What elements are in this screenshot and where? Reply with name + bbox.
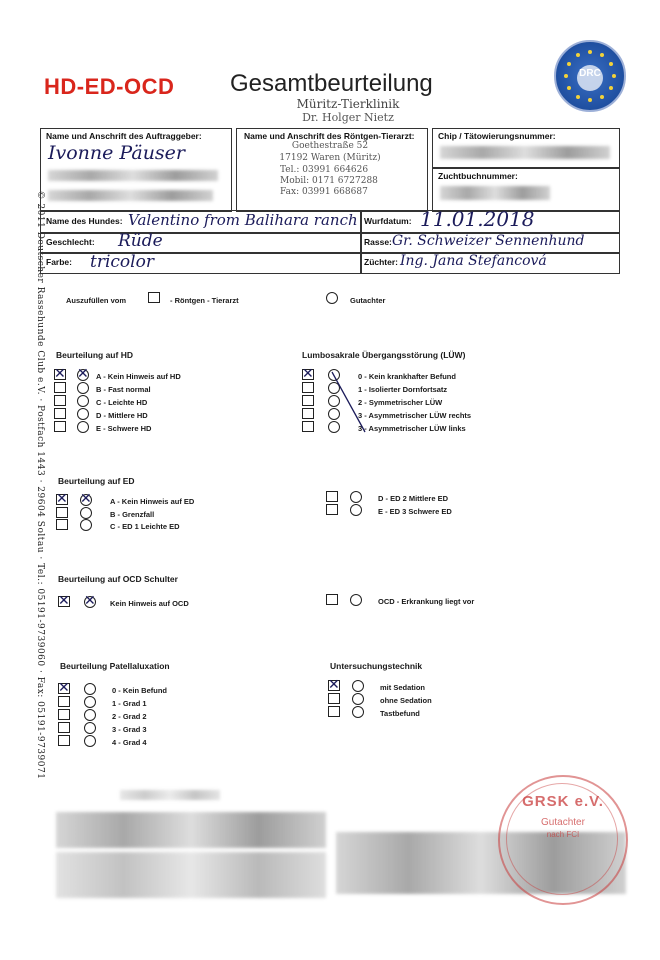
clinic-fax: Fax: 03991 668687	[280, 187, 368, 197]
zuchtbuch-label: Zuchtbuchnummer:	[438, 171, 518, 181]
patella-2-circle[interactable]	[84, 709, 96, 721]
ed-d-square[interactable]	[326, 491, 338, 502]
ed-e-circle[interactable]	[350, 504, 362, 516]
hd-a-gutachter-mark: ✕	[77, 366, 89, 382]
technik-option: Tastbefund	[380, 709, 420, 718]
luew-2-square[interactable]	[302, 395, 314, 406]
legend-square	[148, 292, 160, 303]
patella-1-square[interactable]	[58, 696, 70, 707]
technik-option: ohne Sedation	[380, 696, 432, 705]
hd-option: A - Kein Hinweis auf HD	[96, 372, 181, 381]
ed-title: Beurteilung auf ED	[58, 476, 135, 486]
rasse-label: Rasse:	[364, 237, 392, 247]
technik-sedation-check-mark: ✕	[328, 677, 340, 693]
patella-option: 4 - Grad 4	[112, 738, 147, 747]
technik-title: Untersuchungstechnik	[330, 661, 423, 671]
luew-option: 0 - Kein krankhafter Befund	[358, 372, 456, 381]
ocd-yes-circle[interactable]	[350, 594, 362, 606]
ocd-yes-square[interactable]	[326, 594, 338, 605]
patella-0-check-mark: ✕	[58, 680, 70, 696]
redacted-signature-area-left	[56, 812, 326, 848]
technik-ohne-square[interactable]	[328, 693, 340, 704]
redacted-zuchtbuch	[440, 186, 550, 200]
ocd-option-right: OCD - Erkrankung liegt vor	[378, 597, 475, 606]
hd-e-square[interactable]	[54, 421, 66, 432]
luew-option: 3 - Asymmetrischer LÜW links	[358, 424, 466, 433]
auftraggeber-label: Name und Anschrift des Auftraggeber:	[46, 131, 202, 141]
ed-c-circle[interactable]	[80, 519, 92, 531]
technik-option: mit Sedation	[380, 683, 426, 692]
grsk-stamp: GRSK e.V. Gutachter nach FCI	[498, 775, 628, 905]
chip-label: Chip / Tätowierungsnummer:	[438, 131, 556, 141]
ocd-none-gutachter-mark: ✕	[84, 593, 96, 609]
redacted-signature-left	[56, 852, 326, 898]
legend-circle	[326, 292, 338, 304]
luew-3r-square[interactable]	[302, 408, 314, 419]
side-footer-text: © 2011 Deutscher Rassehunde Club e.V. · Postfach 1443 · 29604 Soltau · Tel.: 05191-9739060 · Fax: 05191-9739071	[35, 190, 45, 780]
patella-option: 3 - Grad 3	[112, 725, 147, 734]
hd-d-circle[interactable]	[77, 408, 89, 420]
ed-c-square[interactable]	[56, 519, 68, 530]
ed-option: E - ED 3 Schwere ED	[378, 507, 452, 516]
ed-b-circle[interactable]	[80, 507, 92, 519]
hd-option: B - Fast normal	[96, 385, 151, 394]
technik-tast-circle[interactable]	[352, 706, 364, 718]
form-type-title: HD-ED-OCD	[44, 74, 175, 99]
wurfdatum-label: Wurfdatum:	[364, 216, 412, 226]
patella-3-circle[interactable]	[84, 722, 96, 734]
legend-roentgen: - Röntgen - Tierarzt	[170, 296, 239, 305]
hd-option: E - Schwere HD	[96, 424, 152, 433]
ed-d-circle[interactable]	[350, 491, 362, 503]
patella-option: 0 - Kein Befund	[112, 686, 168, 695]
ocd-title: Beurteilung auf OCD Schulter	[58, 574, 178, 584]
luew-3l-square[interactable]	[302, 421, 314, 432]
farbe-label: Farbe:	[46, 257, 72, 267]
wurfdatum-value: 11.01.2018	[420, 207, 535, 231]
hd-title: Beurteilung auf HD	[56, 350, 133, 360]
technik-ohne-circle[interactable]	[352, 693, 364, 705]
hd-option: C - Leichte HD	[96, 398, 148, 407]
patella-0-circle[interactable]	[84, 683, 96, 695]
form-title: Gesamtbeurteilung	[230, 70, 433, 97]
rasse-value: Gr. Schweizer Sennenhund	[392, 233, 585, 249]
luew-0-check-mark: ✕	[302, 366, 314, 382]
ed-option: A - Kein Hinweis auf ED	[110, 497, 195, 506]
clinic-tel: Tel.: 03991 664626	[280, 165, 369, 175]
legend-prefix: Auszufüllen vom	[66, 296, 127, 305]
auftraggeber-value: Ivonne Päuser	[48, 142, 186, 164]
hund-value: Valentino from Balihara ranch	[128, 211, 358, 229]
ed-b-square[interactable]	[56, 507, 68, 518]
patella-title: Beurteilung Patellaluxation	[60, 661, 170, 671]
redacted-address-1	[48, 170, 218, 181]
patella-3-square[interactable]	[58, 722, 70, 733]
luew-gutachter-strike	[330, 370, 370, 440]
redacted-chip	[440, 146, 610, 159]
hd-d-square[interactable]	[54, 408, 66, 419]
clinic-city: 17192 Waren (Müritz)	[279, 153, 381, 163]
patella-4-square[interactable]	[58, 735, 70, 746]
ed-e-square[interactable]	[326, 504, 338, 515]
ed-option: D - ED 2 Mittlere ED	[378, 494, 449, 503]
ed-a-check-mark: ✕	[56, 491, 68, 507]
redacted-address-2	[48, 190, 213, 201]
clinic-street: Goethestraße 52	[291, 141, 369, 151]
drc-logo: DRC	[554, 40, 626, 112]
luew-option: 2 - Symmetrischer LÜW	[358, 398, 443, 407]
ocd-none-check-mark: ✕	[58, 593, 70, 609]
farbe-box	[40, 252, 362, 274]
patella-option: 1 - Grad 1	[112, 699, 147, 708]
ed-option: B - Grenzfall	[110, 510, 155, 519]
technik-sedation-circle[interactable]	[352, 680, 364, 692]
luew-1-square[interactable]	[302, 382, 314, 393]
geschlecht-value: Rüde	[118, 231, 163, 251]
patella-4-circle[interactable]	[84, 735, 96, 747]
ed-option: C - ED 1 Leichte ED	[110, 522, 180, 531]
legend-gutachter: Gutachter	[350, 296, 386, 305]
luew-title: Lumbosakrale Übergangsstörung (LÜW)	[302, 350, 466, 360]
clinic-mobil: Mobil: 0171 6727288	[280, 176, 378, 186]
hd-b-circle[interactable]	[77, 382, 89, 394]
hd-b-square[interactable]	[54, 382, 66, 393]
redacted-heading	[120, 790, 220, 800]
vet-name: Dr. Holger Nietz	[302, 111, 394, 124]
hd-option: D - Mittlere HD	[96, 411, 148, 420]
hd-c-circle[interactable]	[77, 395, 89, 407]
luew-option: 1 - Isolierter Dornfortsatz	[358, 385, 448, 394]
geschlecht-label: Geschlecht:	[46, 237, 95, 247]
zuechter-value: Ing. Jana Stefancová	[400, 253, 547, 269]
hd-e-circle[interactable]	[77, 421, 89, 433]
patella-1-circle[interactable]	[84, 696, 96, 708]
luew-option: 3 - Asymmetrischer LÜW rechts	[358, 411, 472, 420]
hund-label: Name des Hundes:	[46, 216, 123, 226]
zuechter-label: Züchter:	[364, 257, 398, 267]
patella-option: 2 - Grad 2	[112, 712, 147, 721]
ed-a-gutachter-mark: ✕	[80, 491, 92, 507]
hd-a-check-mark: ✕	[54, 366, 66, 382]
technik-tast-square[interactable]	[328, 706, 340, 717]
hd-c-square[interactable]	[54, 395, 66, 406]
farbe-value: tricolor	[90, 252, 154, 272]
clinic-name: Müritz-Tierklinik	[296, 97, 400, 111]
ocd-option: Kein Hinweis auf OCD	[110, 599, 189, 608]
patella-2-square[interactable]	[58, 709, 70, 720]
tierarzt-label: Name und Anschrift des Röntgen-Tierarzt:	[244, 131, 415, 141]
